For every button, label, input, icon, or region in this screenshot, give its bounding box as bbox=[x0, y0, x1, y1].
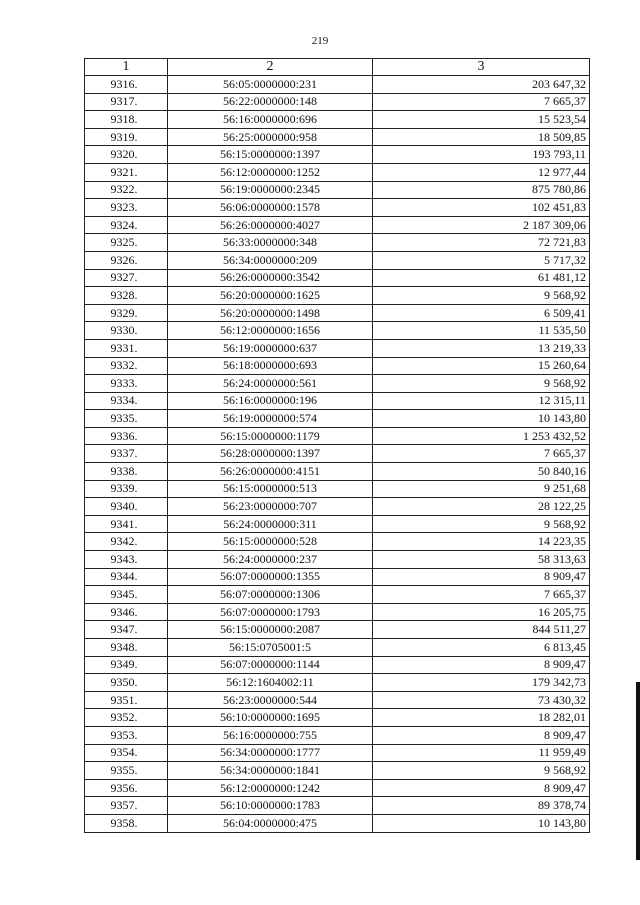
cadastral-number-cell: 56:12:0000000:1656 bbox=[168, 322, 373, 340]
cadastral-number-cell: 56:15:0000000:1397 bbox=[168, 146, 373, 164]
value-cell: 18 282,01 bbox=[373, 709, 590, 727]
table-row bbox=[85, 480, 590, 498]
cadastral-number-cell: 56:23:0000000:707 bbox=[168, 498, 373, 516]
row-number-cell: 9322. bbox=[85, 181, 168, 199]
value-cell: 7 665,37 bbox=[373, 445, 590, 463]
table-row bbox=[85, 726, 590, 744]
row-number-cell: 9327. bbox=[85, 269, 168, 287]
row-number-cell: 9343. bbox=[85, 551, 168, 569]
value-cell: 15 260,64 bbox=[373, 357, 590, 375]
value-cell: 13 219,33 bbox=[373, 339, 590, 357]
row-number-cell: 9325. bbox=[85, 234, 168, 252]
row-number-cell: 9328. bbox=[85, 287, 168, 305]
value-cell: 10 143,80 bbox=[373, 410, 590, 428]
column-header-2: 2 bbox=[168, 59, 373, 76]
row-number-cell: 9355. bbox=[85, 762, 168, 780]
row-number-cell: 9339. bbox=[85, 480, 168, 498]
cadastral-number-cell: 56:22:0000000:148 bbox=[168, 93, 373, 111]
cadastral-number-cell: 56:07:0000000:1793 bbox=[168, 603, 373, 621]
row-number-cell: 9351. bbox=[85, 691, 168, 709]
row-number-cell: 9336. bbox=[85, 427, 168, 445]
cadastral-number-cell: 56:15:0000000:2087 bbox=[168, 621, 373, 639]
row-number-cell: 9332. bbox=[85, 357, 168, 375]
cadastral-number-cell: 56:04:0000000:475 bbox=[168, 814, 373, 832]
value-cell: 6 509,41 bbox=[373, 304, 590, 322]
table-row bbox=[85, 709, 590, 727]
cadastral-number-cell: 56:23:0000000:544 bbox=[168, 691, 373, 709]
table-row bbox=[85, 216, 590, 234]
value-cell: 9 251,68 bbox=[373, 480, 590, 498]
value-cell: 61 481,12 bbox=[373, 269, 590, 287]
table-row bbox=[85, 568, 590, 586]
row-number-cell: 9321. bbox=[85, 163, 168, 181]
row-number-cell: 9346. bbox=[85, 603, 168, 621]
value-cell: 1 253 432,52 bbox=[373, 427, 590, 445]
row-number-cell: 9357. bbox=[85, 797, 168, 815]
row-number-cell: 9337. bbox=[85, 445, 168, 463]
cadastral-number-cell: 56:20:0000000:1498 bbox=[168, 304, 373, 322]
page-number: 219 bbox=[311, 35, 329, 47]
cadastral-number-cell: 56:12:0000000:1242 bbox=[168, 779, 373, 797]
value-cell: 7 665,37 bbox=[373, 93, 590, 111]
cadastral-number-cell: 56:24:0000000:237 bbox=[168, 551, 373, 569]
value-cell: 203 647,32 bbox=[373, 76, 590, 94]
table-row bbox=[85, 691, 590, 709]
value-cell: 9 568,92 bbox=[373, 762, 590, 780]
table-header bbox=[85, 59, 590, 76]
value-cell: 5 717,32 bbox=[373, 251, 590, 269]
table-row bbox=[85, 533, 590, 551]
cadastral-number-cell: 56:07:0000000:1144 bbox=[168, 656, 373, 674]
row-number-cell: 9352. bbox=[85, 709, 168, 727]
value-cell: 9 568,92 bbox=[373, 287, 590, 305]
value-cell: 179 342,73 bbox=[373, 674, 590, 692]
table-row bbox=[85, 76, 590, 94]
value-cell: 8 909,47 bbox=[373, 779, 590, 797]
value-cell: 73 430,32 bbox=[373, 691, 590, 709]
table-row bbox=[85, 304, 590, 322]
cadastral-number-cell: 56:07:0000000:1306 bbox=[168, 586, 373, 604]
cadastral-number-cell: 56:33:0000000:348 bbox=[168, 234, 373, 252]
cadastral-number-cell: 56:05:0000000:231 bbox=[168, 76, 373, 94]
row-number-cell: 9324. bbox=[85, 216, 168, 234]
cadastral-number-cell: 56:10:0000000:1783 bbox=[168, 797, 373, 815]
row-number-cell: 9344. bbox=[85, 568, 168, 586]
table-row bbox=[85, 427, 590, 445]
table-row bbox=[85, 779, 590, 797]
table-row bbox=[85, 128, 590, 146]
row-number-cell: 9356. bbox=[85, 779, 168, 797]
row-number-cell: 9340. bbox=[85, 498, 168, 516]
table-row bbox=[85, 287, 590, 305]
row-number-cell: 9354. bbox=[85, 744, 168, 762]
cadastral-number-cell: 56:12:0000000:1252 bbox=[168, 163, 373, 181]
cadastral-number-cell: 56:24:0000000:311 bbox=[168, 515, 373, 533]
value-cell: 875 780,86 bbox=[373, 181, 590, 199]
value-cell: 18 509,85 bbox=[373, 128, 590, 146]
row-number-cell: 9326. bbox=[85, 251, 168, 269]
value-cell: 844 511,27 bbox=[373, 621, 590, 639]
value-cell: 50 840,16 bbox=[373, 463, 590, 481]
table-row bbox=[85, 251, 590, 269]
value-cell: 102 451,83 bbox=[373, 199, 590, 217]
column-header-1: 1 bbox=[85, 59, 168, 76]
data-table-container bbox=[84, 58, 589, 833]
cadastral-number-cell: 56:19:0000000:637 bbox=[168, 339, 373, 357]
page-edge-mark bbox=[636, 682, 640, 860]
cadastral-number-cell: 56:06:0000000:1578 bbox=[168, 199, 373, 217]
row-number-cell: 9350. bbox=[85, 674, 168, 692]
value-cell: 12 977,44 bbox=[373, 163, 590, 181]
row-number-cell: 9338. bbox=[85, 463, 168, 481]
table-row bbox=[85, 762, 590, 780]
row-number-cell: 9333. bbox=[85, 375, 168, 393]
value-cell: 15 523,54 bbox=[373, 111, 590, 129]
value-cell: 10 143,80 bbox=[373, 814, 590, 832]
value-cell: 7 665,37 bbox=[373, 586, 590, 604]
cadastral-number-cell: 56:10:0000000:1695 bbox=[168, 709, 373, 727]
cadastral-number-cell: 56:20:0000000:1625 bbox=[168, 287, 373, 305]
table-row bbox=[85, 146, 590, 164]
row-number-cell: 9334. bbox=[85, 392, 168, 410]
row-number-cell: 9347. bbox=[85, 621, 168, 639]
cadastral-number-cell: 56:24:0000000:561 bbox=[168, 375, 373, 393]
value-cell: 9 568,92 bbox=[373, 515, 590, 533]
cadastral-number-cell: 56:26:0000000:4027 bbox=[168, 216, 373, 234]
table-row bbox=[85, 322, 590, 340]
value-cell: 2 187 309,06 bbox=[373, 216, 590, 234]
cadastral-number-cell: 56:19:0000000:574 bbox=[168, 410, 373, 428]
value-cell: 8 909,47 bbox=[373, 726, 590, 744]
table-row bbox=[85, 445, 590, 463]
row-number-cell: 9358. bbox=[85, 814, 168, 832]
cadastral-number-cell: 56:28:0000000:1397 bbox=[168, 445, 373, 463]
table-row bbox=[85, 392, 590, 410]
cadastral-number-cell: 56:18:0000000:693 bbox=[168, 357, 373, 375]
cadastral-number-cell: 56:34:0000000:1841 bbox=[168, 762, 373, 780]
cadastral-number-cell: 56:16:0000000:196 bbox=[168, 392, 373, 410]
row-number-cell: 9316. bbox=[85, 76, 168, 94]
table-row bbox=[85, 111, 590, 129]
cadastral-number-cell: 56:25:0000000:958 bbox=[168, 128, 373, 146]
table-row bbox=[85, 199, 590, 217]
cadastral-number-cell: 56:34:0000000:209 bbox=[168, 251, 373, 269]
value-cell: 9 568,92 bbox=[373, 375, 590, 393]
row-number-cell: 9330. bbox=[85, 322, 168, 340]
table-row bbox=[85, 234, 590, 252]
value-cell: 28 122,25 bbox=[373, 498, 590, 516]
table-row bbox=[85, 515, 590, 533]
column-header-3: 3 bbox=[373, 59, 590, 76]
row-number-cell: 9345. bbox=[85, 586, 168, 604]
row-number-cell: 9317. bbox=[85, 93, 168, 111]
value-cell: 16 205,75 bbox=[373, 603, 590, 621]
value-cell: 193 793,11 bbox=[373, 146, 590, 164]
table-row bbox=[85, 603, 590, 621]
table-row bbox=[85, 639, 590, 657]
cadastral-number-cell: 56:19:0000000:2345 bbox=[168, 181, 373, 199]
table-header-row bbox=[85, 59, 590, 76]
cadastral-number-cell: 56:15:0000000:1179 bbox=[168, 427, 373, 445]
table-row bbox=[85, 498, 590, 516]
row-number-cell: 9320. bbox=[85, 146, 168, 164]
table-row bbox=[85, 621, 590, 639]
table-row bbox=[85, 586, 590, 604]
table-row bbox=[85, 797, 590, 815]
cadastral-number-cell: 56:12:1604002:11 bbox=[168, 674, 373, 692]
row-number-cell: 9342. bbox=[85, 533, 168, 551]
table-row bbox=[85, 674, 590, 692]
cadastral-number-cell: 56:34:0000000:1777 bbox=[168, 744, 373, 762]
cadastral-number-cell: 56:16:0000000:755 bbox=[168, 726, 373, 744]
row-number-cell: 9329. bbox=[85, 304, 168, 322]
table-row bbox=[85, 339, 590, 357]
value-cell: 8 909,47 bbox=[373, 568, 590, 586]
value-cell: 6 813,45 bbox=[373, 639, 590, 657]
value-cell: 11 959,49 bbox=[373, 744, 590, 762]
value-cell: 11 535,50 bbox=[373, 322, 590, 340]
row-number-cell: 9323. bbox=[85, 199, 168, 217]
table-row bbox=[85, 744, 590, 762]
value-cell: 14 223,35 bbox=[373, 533, 590, 551]
cadastral-number-cell: 56:07:0000000:1355 bbox=[168, 568, 373, 586]
value-cell: 72 721,83 bbox=[373, 234, 590, 252]
table-row bbox=[85, 814, 590, 832]
table-row bbox=[85, 163, 590, 181]
row-number-cell: 9335. bbox=[85, 410, 168, 428]
table-row bbox=[85, 656, 590, 674]
row-number-cell: 9331. bbox=[85, 339, 168, 357]
cadastral-number-cell: 56:16:0000000:696 bbox=[168, 111, 373, 129]
value-cell: 58 313,63 bbox=[373, 551, 590, 569]
table-body bbox=[85, 76, 590, 833]
value-cell: 12 315,11 bbox=[373, 392, 590, 410]
row-number-cell: 9353. bbox=[85, 726, 168, 744]
table-row bbox=[85, 551, 590, 569]
data-table bbox=[84, 58, 590, 833]
table-row bbox=[85, 463, 590, 481]
table-row bbox=[85, 93, 590, 111]
value-cell: 89 378,74 bbox=[373, 797, 590, 815]
table-row bbox=[85, 357, 590, 375]
row-number-cell: 9319. bbox=[85, 128, 168, 146]
cadastral-number-cell: 56:26:0000000:3542 bbox=[168, 269, 373, 287]
table-row bbox=[85, 410, 590, 428]
row-number-cell: 9349. bbox=[85, 656, 168, 674]
cadastral-number-cell: 56:15:0000000:513 bbox=[168, 480, 373, 498]
table-row bbox=[85, 269, 590, 287]
table-row bbox=[85, 181, 590, 199]
cadastral-number-cell: 56:26:0000000:4151 bbox=[168, 463, 373, 481]
value-cell: 8 909,47 bbox=[373, 656, 590, 674]
cadastral-number-cell: 56:15:0705001:5 bbox=[168, 639, 373, 657]
cadastral-number-cell: 56:15:0000000:528 bbox=[168, 533, 373, 551]
row-number-cell: 9348. bbox=[85, 639, 168, 657]
row-number-cell: 9341. bbox=[85, 515, 168, 533]
row-number-cell: 9318. bbox=[85, 111, 168, 129]
table-row bbox=[85, 375, 590, 393]
